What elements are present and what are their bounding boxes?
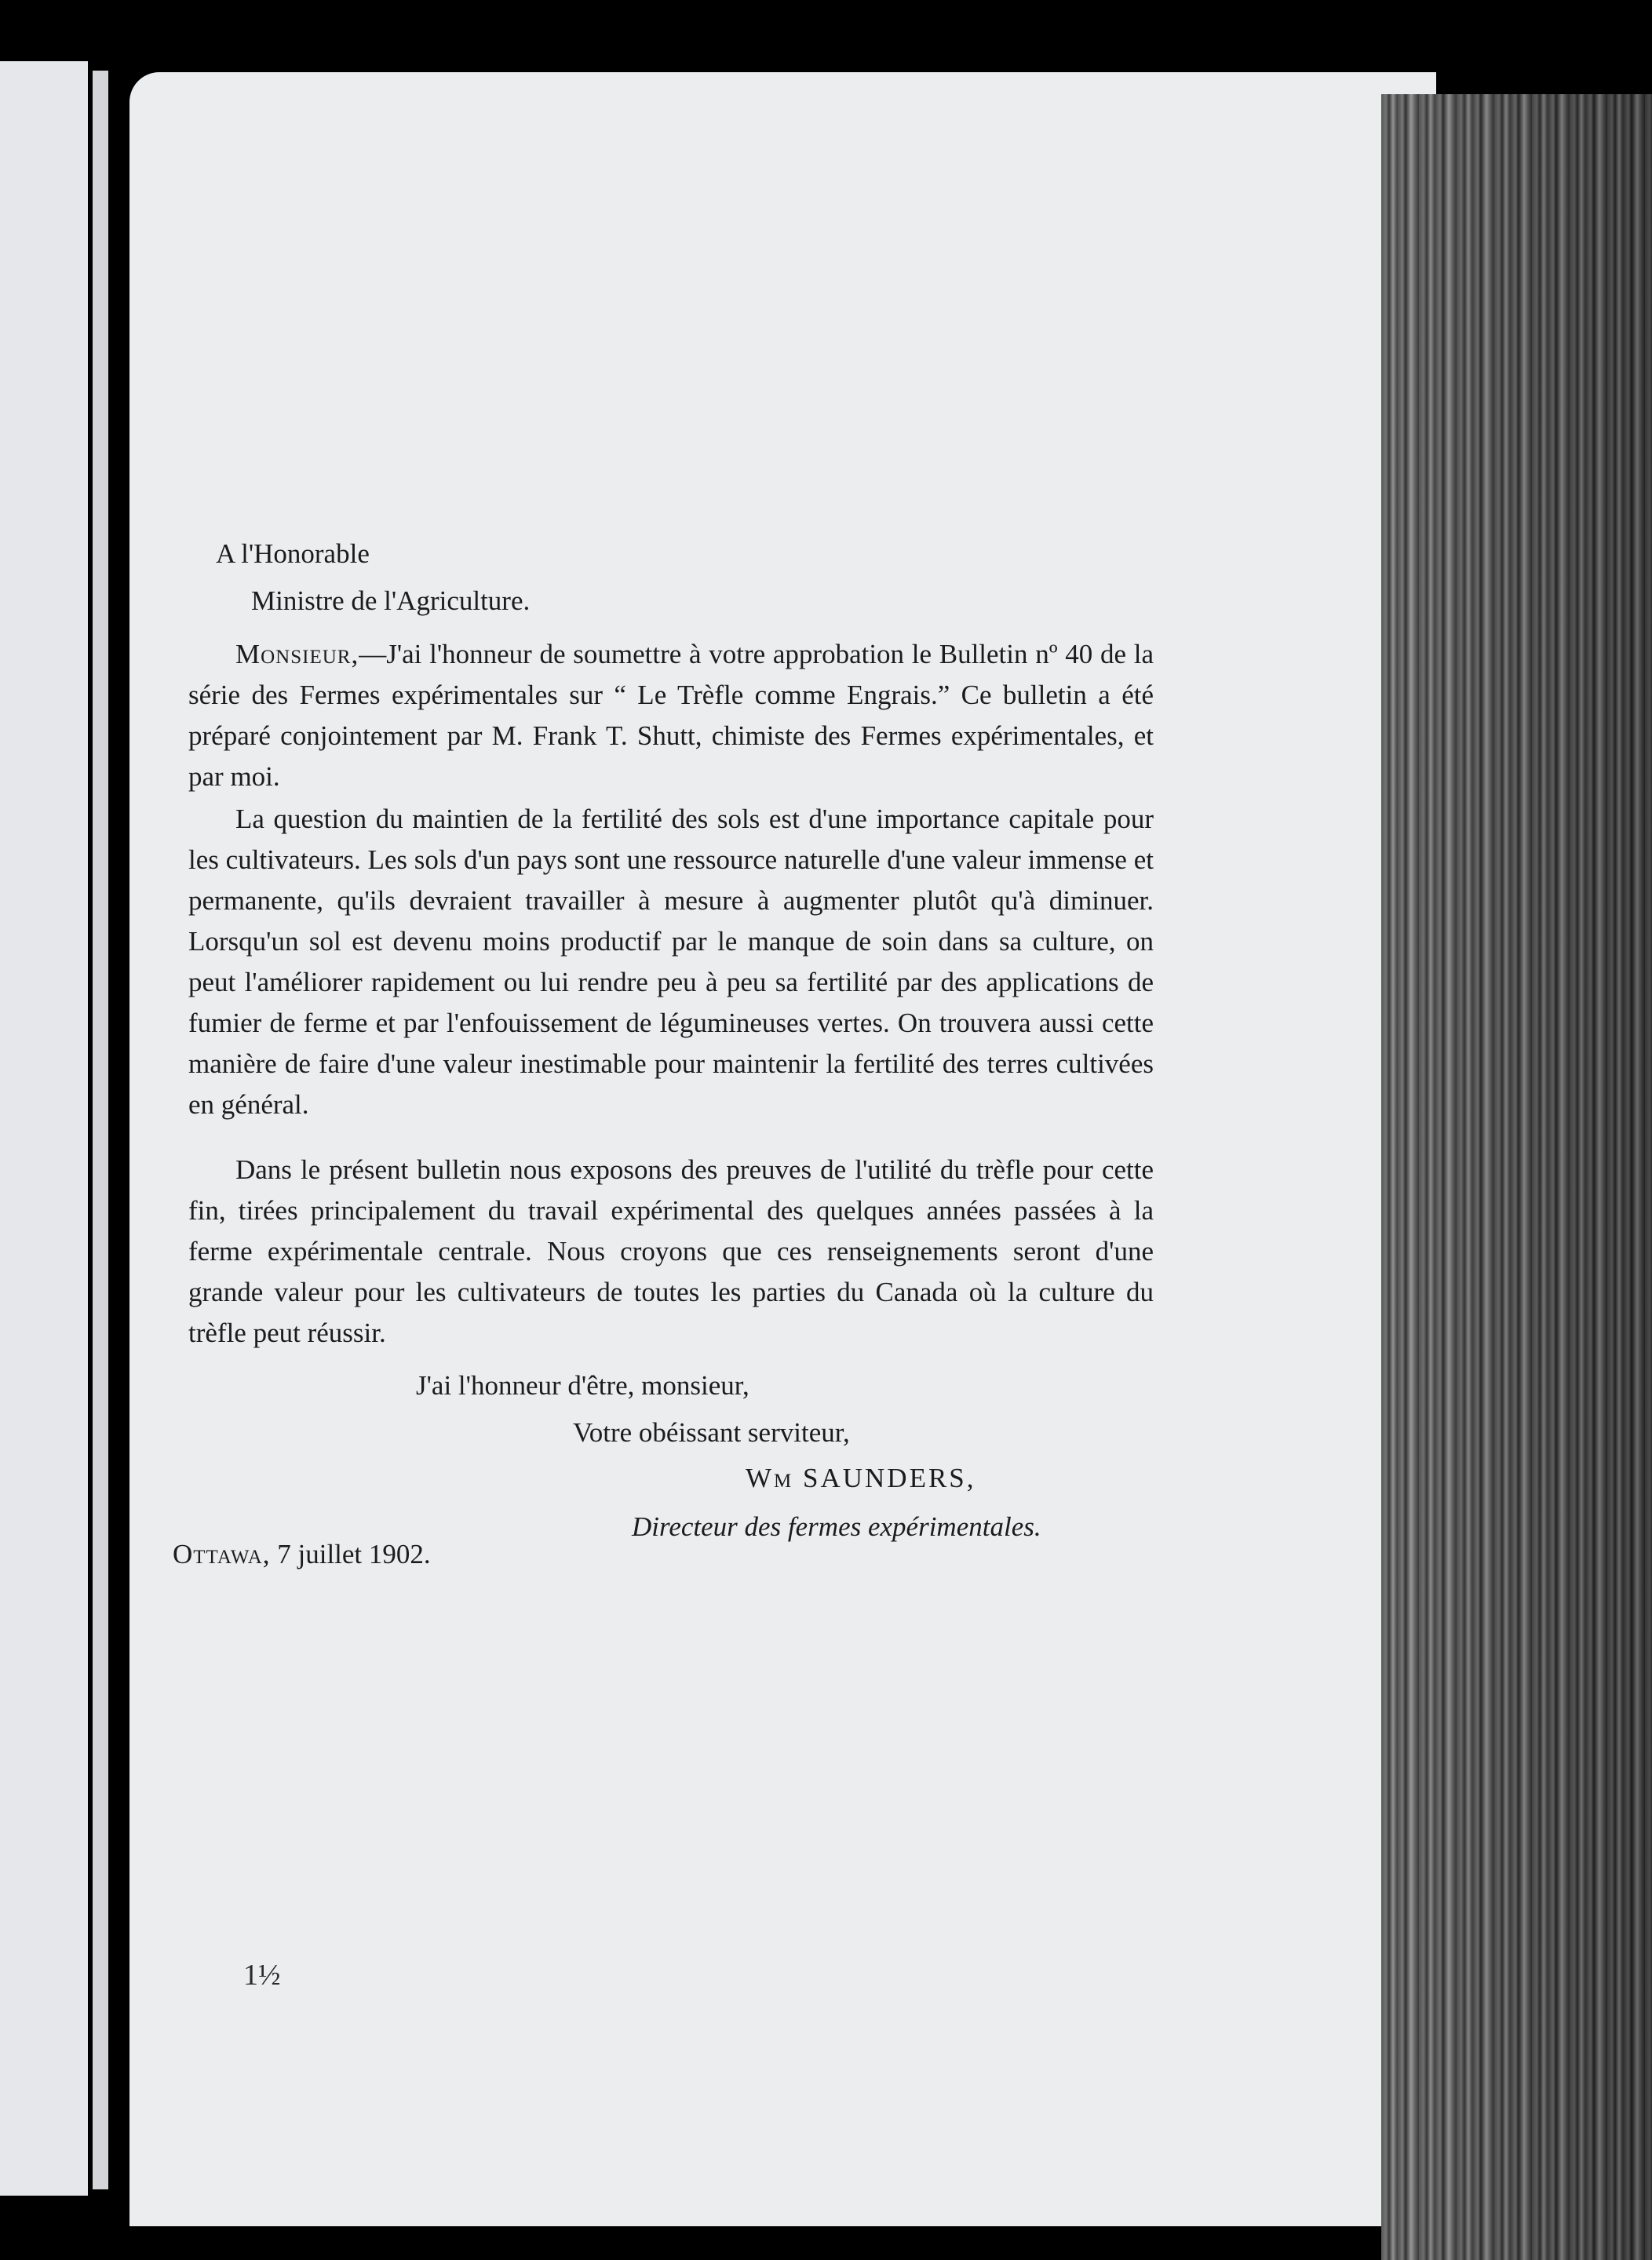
place: Ottawa, — [173, 1539, 271, 1569]
paragraph-3: Dans le présent bulletin nous exposons des preuves de l'utilité du trèfle pour cette fin, tirées principalement du travail expérimental des quelques années passées à la ferme expérimentale centrale. Nous croyons que ces renseignements seront d'une grande valeur pour les cultivateurs de toutes les parties du Canada où la culture du trèfle peut réussir. — [188, 1154, 1154, 1348]
date: 7 juillet 1902. — [277, 1539, 431, 1569]
addressee-line-1: A l'Honorable — [216, 538, 370, 569]
left-page-edge — [93, 71, 108, 2189]
signature-title: Directeur des fermes expérimentales. — [632, 1511, 1041, 1542]
paragraph-1 — [188, 634, 1154, 797]
closing-line-1: J'ai l'honneur d'être, monsieur, — [416, 1370, 749, 1401]
paragraph-1-body: —J'ai l'honneur de soumettre à votre approbation le Bulletin nº 40 de la série des Fermes expérimentales sur “ Le Trèfle comme Engrais.” Ce bulletin a été préparé conjointement par M. Frank T. Shutt, chimiste des Fermes expérimentales, et par moi. — [188, 639, 1154, 792]
addressee-line-2: Ministre de l'Agriculture. — [251, 585, 531, 616]
salutation: Monsieur, — [235, 639, 359, 669]
page-edges — [1381, 94, 1652, 2260]
page-mark: 1½ — [243, 1959, 281, 1992]
left-page — [0, 61, 88, 2196]
signature-name: Wm SAUNDERS, — [746, 1463, 976, 1493]
closing-line-2: Votre obéissant serviteur, — [573, 1417, 850, 1448]
paragraph-2: La question du maintien de la fertilité des sols est d'une importance capitale pour les cultivateurs. Les sols d'un pays sont une ressource naturelle d'une valeur immense et permanente, qu'ils devraient travailler à mesure à augmenter plutôt qu'à diminuer. Lorsqu'un sol est devenu moins productif par le manque de soin dans sa culture, on peut l'améliorer rapidement ou lui rendre peu à peu sa fertilité par des applications de fumier de ferme et par l'enfouissement de légumineuses vertes. On trouvera aussi cette manière de faire d'une valeur inestimable pour maintenir la fertilité des terres cultivées en général. — [188, 804, 1154, 1120]
place-date — [173, 1534, 431, 1575]
